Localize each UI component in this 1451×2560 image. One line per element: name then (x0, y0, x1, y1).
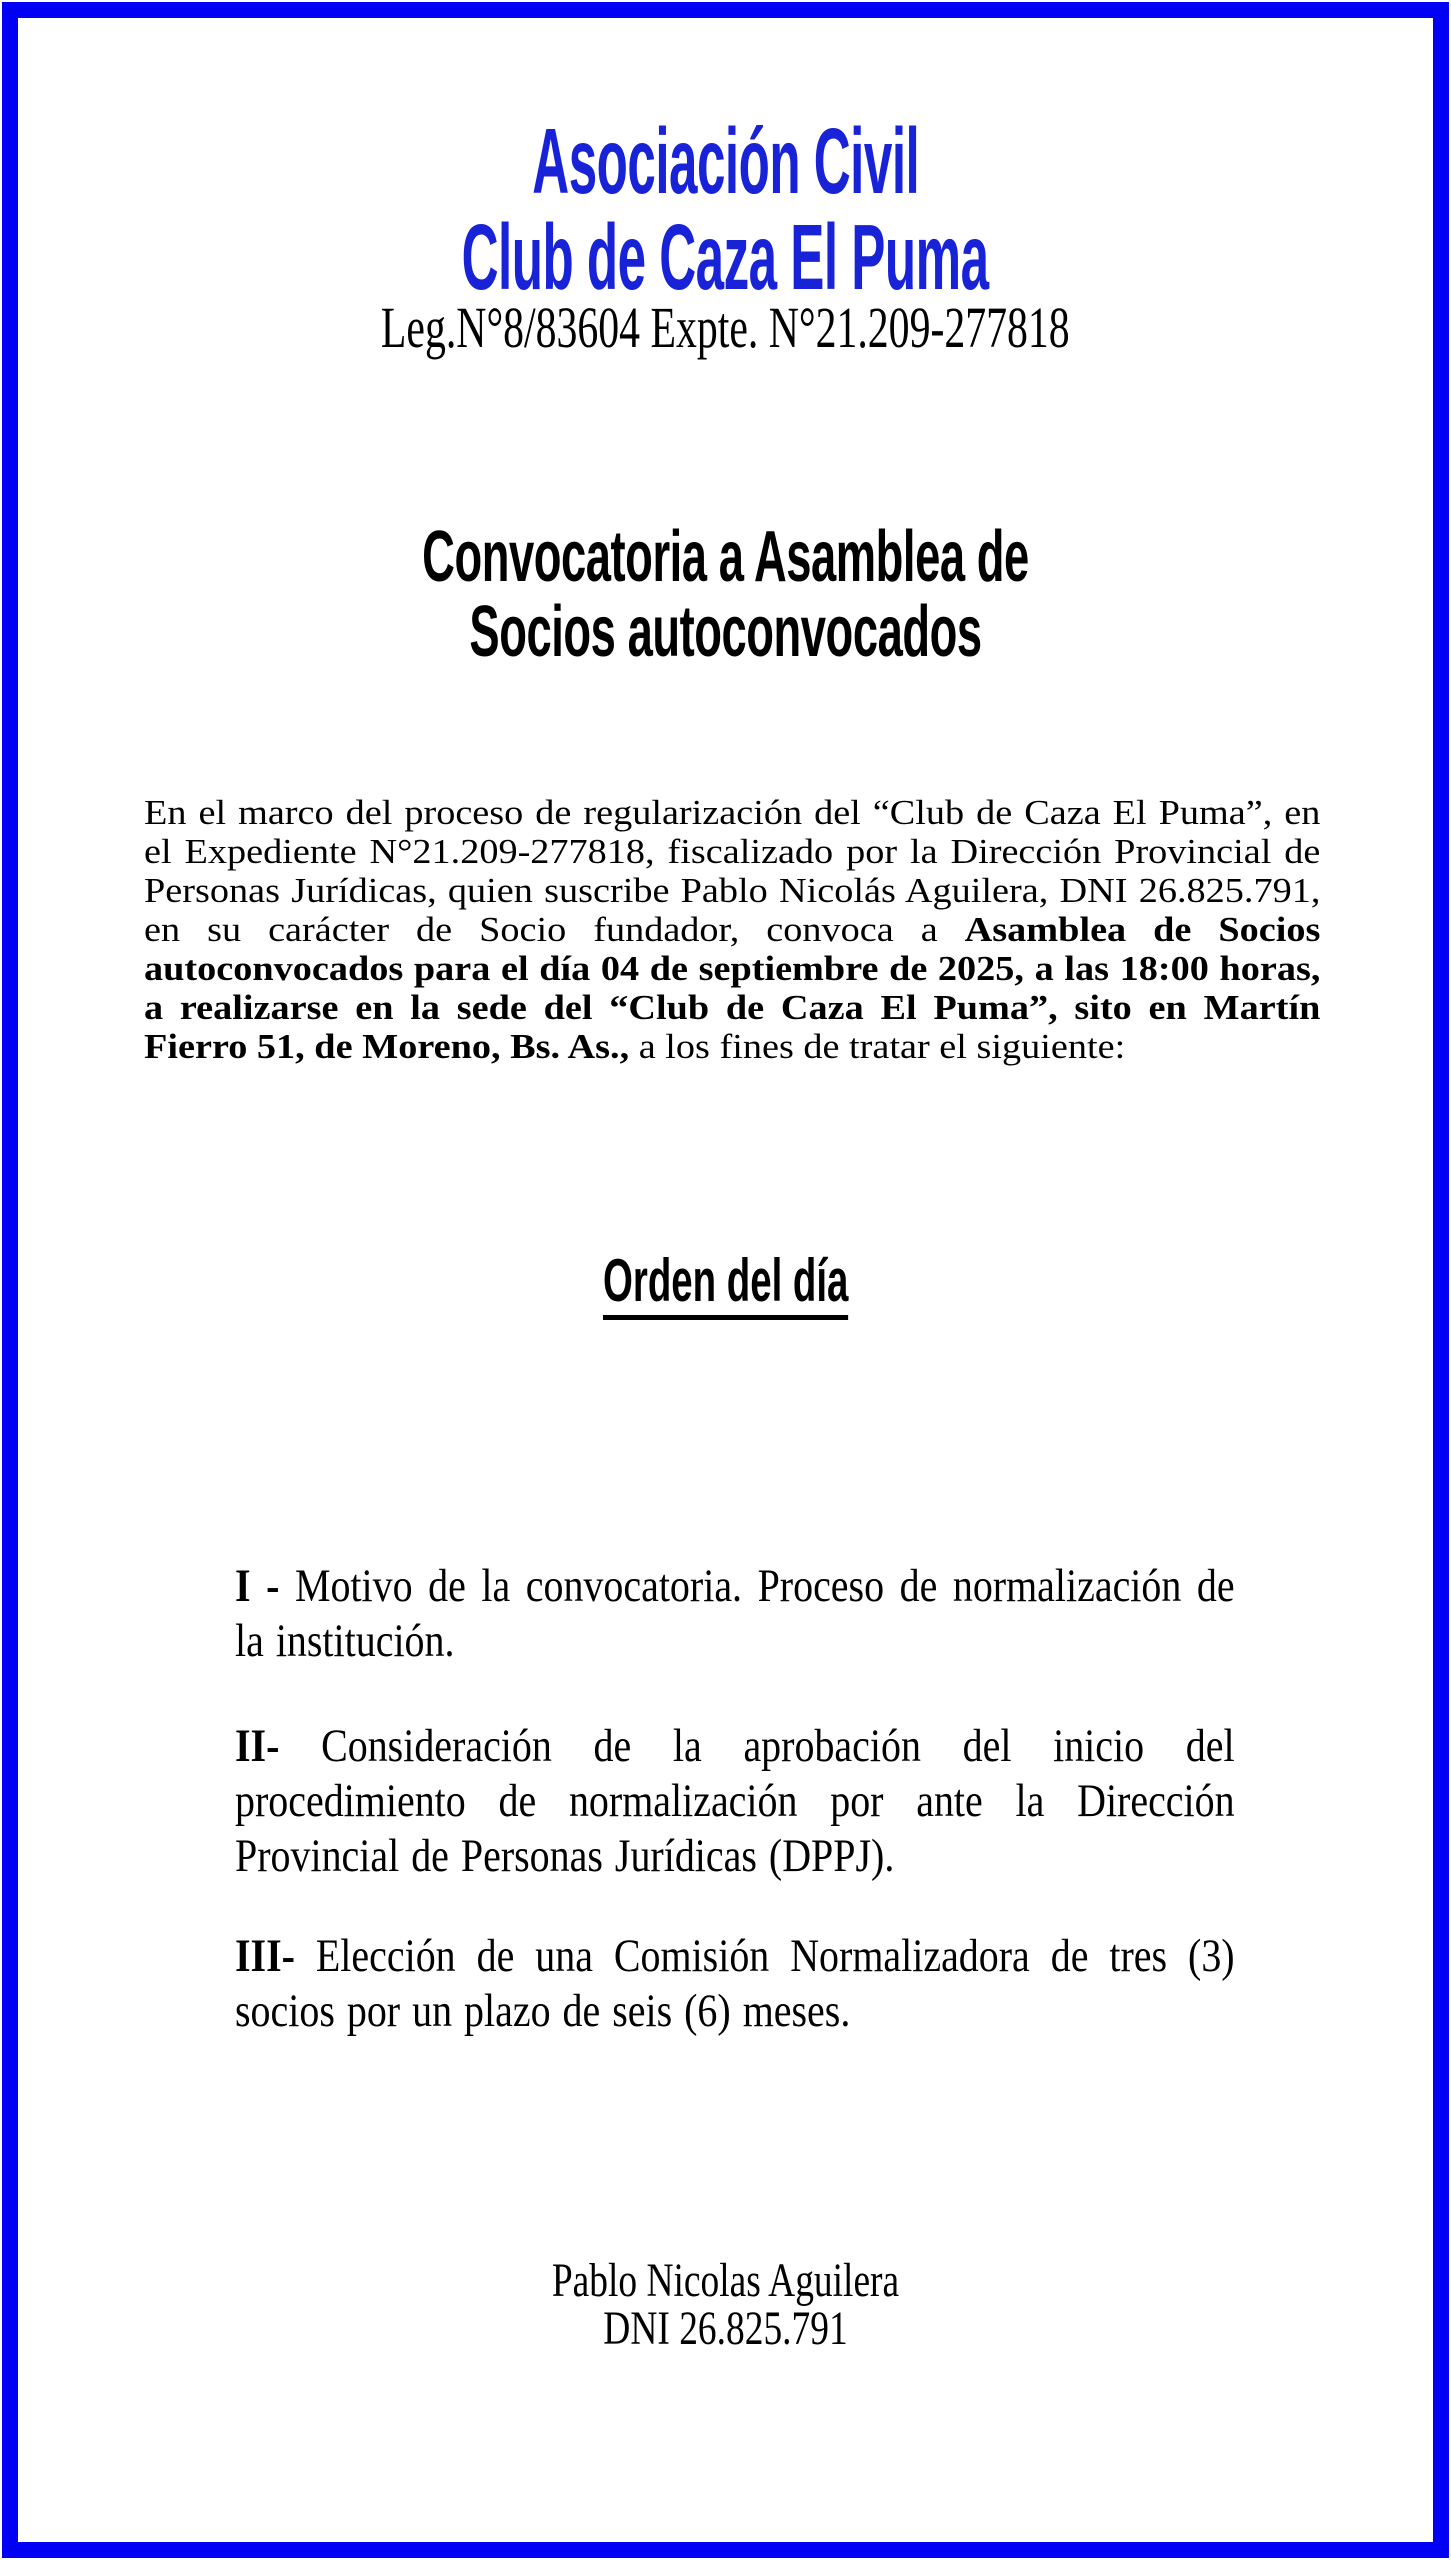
agenda-item-2 (235, 1719, 1235, 1884)
agenda-item-2-numeral: II- (235, 1720, 322, 1772)
signature-block (160, 2254, 1292, 2355)
agenda-item-2-text: Consideración de la aprobación del inicio del procedimiento de normalización por ante la Dirección Provincial de Personas Jurídicas (DPPJ). (235, 1720, 1235, 1882)
org-title-line2: Club de Caza El Puma (462, 205, 989, 309)
registry-line: Leg.N°8/83604 Expte. N°21.209-277818 (381, 295, 1070, 360)
agenda-heading: Orden del día (0, 1249, 1451, 1320)
body-text-bold: Asamblea de Socios autoconvocados para el día 04 de septiembre de 2025, a las 18:00 horas, a realizarse en la sede del “Club de Caza El Puma”, sito en Martín Fierro 51, de Moreno, Bs. As., (144, 910, 1321, 1066)
notice-heading (0, 517, 1451, 672)
agenda-item-1 (235, 1559, 1235, 1669)
agenda-item-3-numeral: III- (235, 1930, 316, 1982)
agenda-item-3-text: Elección de una Comisión Normalizadora de tres (3) socios por un plazo de seis (6) meses. (235, 1930, 1235, 2037)
signature-dni: DNI 26.825.791 (603, 2302, 848, 2355)
body-text-start: En el marco del proceso de regularización del “Club de Caza El Puma”, en el Expediente N°21.209-277818, fiscalizado por la Dirección Provincial de Personas Jurídicas, quien suscribe Pablo Nicolás Aguilera, DNI 26.825.791, en su carácter de Socio fundador, convoca a (144, 793, 1321, 949)
agenda-item-1-text: Motivo de la convocatoria. Proceso de normalización de la institución. (235, 1560, 1235, 1667)
org-title-line1: Asociación Civil (532, 109, 919, 213)
notice-heading-line1: Convocatoria a Asamblea de (422, 517, 1029, 597)
body-paragraph (144, 793, 1320, 1066)
agenda-item-3 (235, 1929, 1235, 2039)
signature-name: Pablo Nicolas Aguilera (551, 2254, 900, 2307)
organization-title (0, 109, 1451, 309)
notice-heading-line2: Socios autoconvocados (469, 592, 982, 672)
agenda-item-1-numeral: I - (235, 1560, 295, 1612)
body-text-end: a los fines de tratar el siguiente: (629, 1027, 1126, 1066)
